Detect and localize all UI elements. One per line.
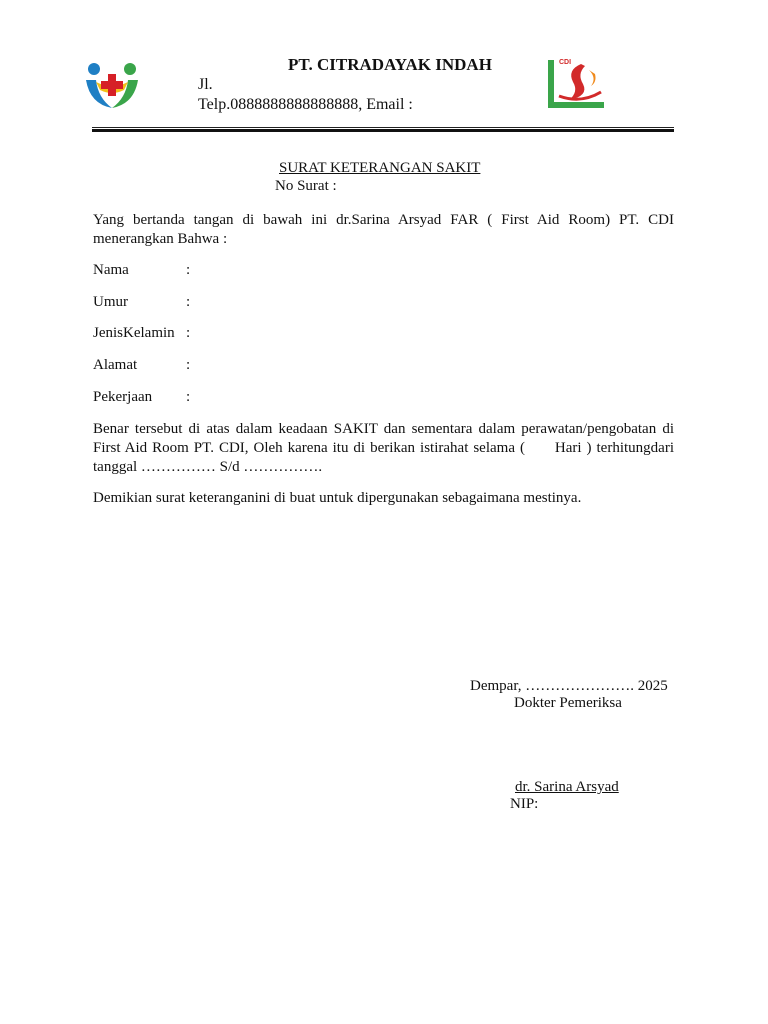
field-colon: : bbox=[186, 325, 191, 341]
field-colon: : bbox=[186, 294, 191, 310]
document-title: SURAT KETERANGAN SAKIT bbox=[279, 160, 481, 176]
header-divider-thick bbox=[92, 129, 674, 132]
field-pekerjaan bbox=[93, 389, 190, 406]
field-label: Pekerjaan bbox=[93, 389, 153, 405]
field-label: Nama bbox=[93, 262, 129, 278]
field-alamat bbox=[93, 357, 190, 374]
company-name: PT. CITRADAYAK INDAH bbox=[288, 55, 492, 74]
letter-number: No Surat : bbox=[275, 178, 337, 194]
intro-paragraph: Yang bertanda tangan di bawah ini dr.Sarina Arsyad FAR ( First Aid Room) PT. CDI menerangkan Bahwa : bbox=[93, 212, 674, 247]
signer-role: Dokter Pemeriksa bbox=[514, 695, 622, 711]
header-divider-thin bbox=[92, 127, 674, 128]
field-colon: : bbox=[186, 357, 191, 373]
field-label: Alamat bbox=[93, 357, 138, 373]
place-date: Dempar, …………………. 2025 bbox=[470, 678, 668, 694]
cdi-logo-text: CDI bbox=[559, 59, 572, 66]
company-address bbox=[198, 75, 413, 115]
field-umur bbox=[93, 294, 190, 311]
address-line: Jl. bbox=[198, 76, 213, 93]
signer-nip: NIP: bbox=[510, 796, 539, 812]
field-jenis-kelamin bbox=[93, 325, 190, 342]
contact-line: Telp.0888888888888888, Email : bbox=[198, 96, 413, 113]
field-colon: : bbox=[186, 389, 191, 405]
body-paragraph: Benar tersebut di atas dalam keadaan SAKIT dan sementara dalam perawatan/pengobatan di First Aid Room PT. CDI, Oleh karena itu di berikan istirahat selama ( Hari ) terhitungdari tanggal …………… S/d ……………. bbox=[93, 421, 678, 475]
field-label: JenisKelamin bbox=[93, 325, 175, 341]
field-colon: : bbox=[186, 262, 191, 278]
cdi-logo-icon bbox=[545, 56, 609, 112]
health-logo-icon bbox=[82, 60, 142, 112]
signer-name: dr. Sarina Arsyad bbox=[515, 779, 619, 795]
closing-paragraph: Demikian surat keteranganini di buat untuk dipergunakan sebagaimana mestinya. bbox=[93, 490, 582, 506]
field-nama bbox=[93, 262, 190, 279]
field-label: Umur bbox=[93, 294, 128, 310]
